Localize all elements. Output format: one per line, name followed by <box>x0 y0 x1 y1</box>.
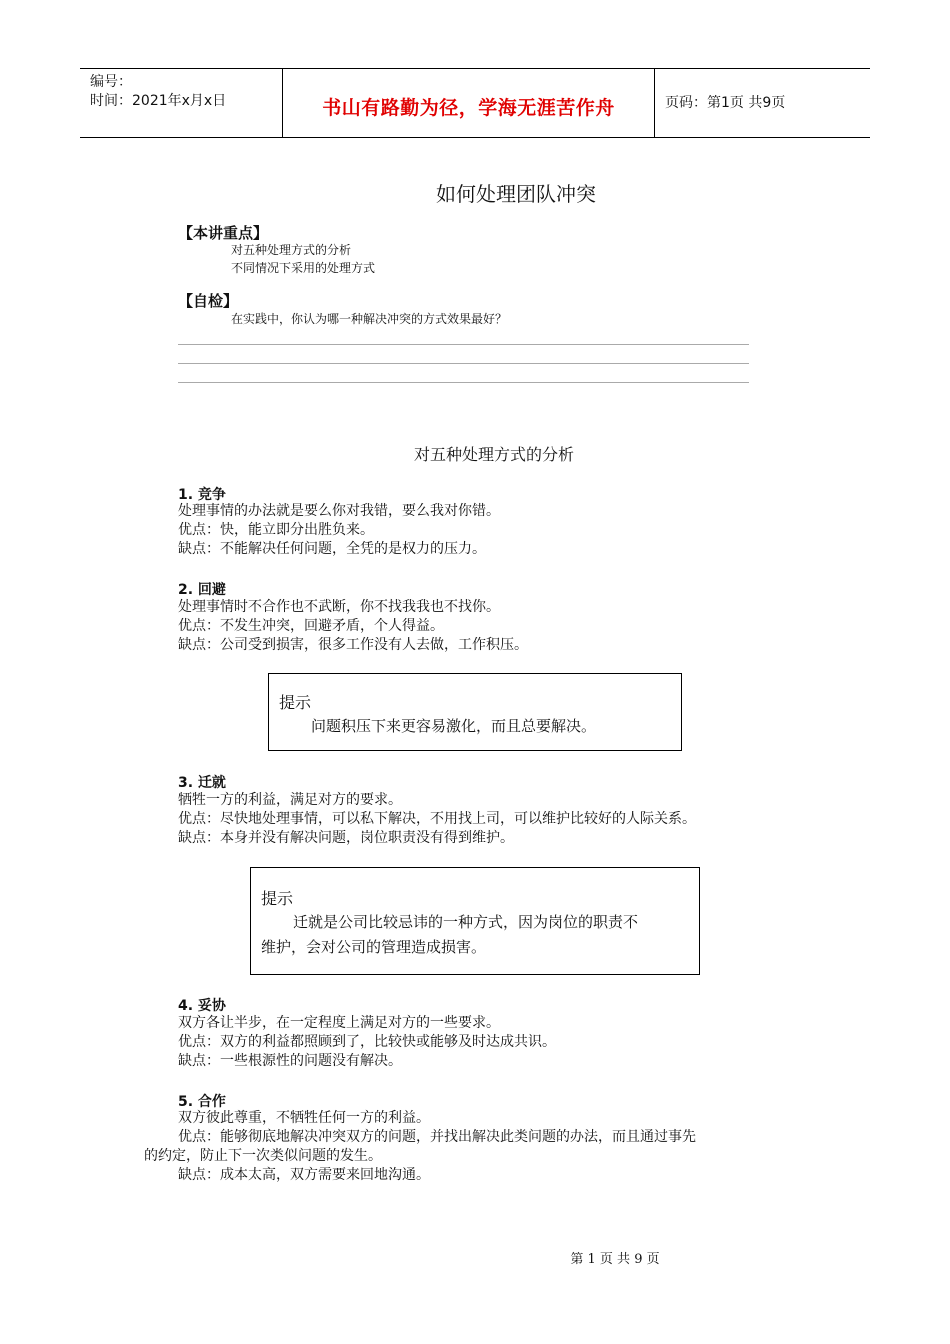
page-footer: 第 1 页 共 9 页 <box>570 1252 660 1267</box>
method-line: 缺点：公司受到损害，很多工作没有人去做，工作积压。 <box>178 637 528 653</box>
header-motto-cell <box>282 69 655 137</box>
method-heading: 2. 回避 <box>178 582 226 598</box>
self-check-heading: 【自检】 <box>178 292 239 310</box>
answer-line <box>178 382 749 383</box>
answer-line <box>178 363 749 364</box>
self-check-question: 在实践中，你认为哪一种解决冲突的方式效果最好？ <box>231 312 508 326</box>
header-right-cell <box>655 69 870 137</box>
method-heading: 1. 竞争 <box>178 487 226 503</box>
tip-text: 维护，会对公司的管理造成损害。 <box>261 938 487 956</box>
answer-line <box>178 344 749 345</box>
document-title: 如何处理团队冲突 <box>436 182 596 206</box>
method-line: 处理事情时不合作也不武断，你不找我我也不找你。 <box>178 599 500 615</box>
method-line: 优点：快，能立即分出胜负来。 <box>178 522 374 538</box>
key-points-heading: 【本讲重点】 <box>178 224 269 242</box>
tip-box <box>250 867 700 975</box>
method-line: 缺点：不能解决任何问题，全凭的是权力的压力。 <box>178 541 486 557</box>
tip-label: 提示 <box>261 889 294 908</box>
method-line: 优点：能够彻底地解决冲突双方的问题，并找出解决此类问题的办法，而且通过事先 <box>178 1129 696 1145</box>
document-header <box>80 68 870 138</box>
number-label: 编号： <box>90 74 132 90</box>
method-heading: 4. 妥协 <box>178 998 226 1014</box>
tip-label: 提示 <box>279 693 312 712</box>
method-heading: 3. 迁就 <box>178 775 226 791</box>
method-line: 优点：不发生冲突，回避矛盾，个人得益。 <box>178 618 444 634</box>
section-title: 对五种处理方式的分析 <box>413 445 574 464</box>
method-line: 优点：双方的利益都照顾到了，比较快或能够及时达成共识。 <box>178 1034 556 1050</box>
method-line: 牺牲一方的利益，满足对方的要求。 <box>178 792 402 808</box>
method-line: 处理事情的办法就是要么你对我错，要么我对你错。 <box>178 503 500 519</box>
header-left-cell <box>80 69 282 137</box>
method-line: 优点：尽快地处理事情，可以私下解决，不用找上司，可以维护比较好的人际关系。 <box>178 811 696 827</box>
method-line: 缺点：本身并没有解决问题，岗位职责没有得到维护。 <box>178 830 514 846</box>
method-line: 的约定，防止下一次类似问题的发生。 <box>144 1148 382 1164</box>
method-line: 双方各让半步，在一定程度上满足对方的一些要求。 <box>178 1015 500 1031</box>
tip-text: 问题积压下来更容易激化，而且总要解决。 <box>311 717 597 735</box>
date-label: 时间：2021年x月x日 <box>90 93 227 109</box>
motto: 书山有路勤为径，学海无涯苦作舟 <box>322 97 615 119</box>
method-line: 双方彼此尊重，不牺牲任何一方的利益。 <box>178 1110 430 1126</box>
key-point-item: 对五种处理方式的分析 <box>231 243 352 257</box>
tip-text: 迁就是公司比较忌讳的一种方式，因为岗位的职责不 <box>293 913 639 931</box>
method-heading: 5. 合作 <box>178 1094 226 1110</box>
method-line: 缺点：成本太高，双方需要来回地沟通。 <box>178 1167 430 1183</box>
page-label: 页码：第1页 共9页 <box>665 95 786 111</box>
tip-box <box>268 673 682 751</box>
key-point-item: 不同情况下采用的处理方式 <box>231 261 376 275</box>
method-line: 缺点：一些根源性的问题没有解决。 <box>178 1053 402 1069</box>
